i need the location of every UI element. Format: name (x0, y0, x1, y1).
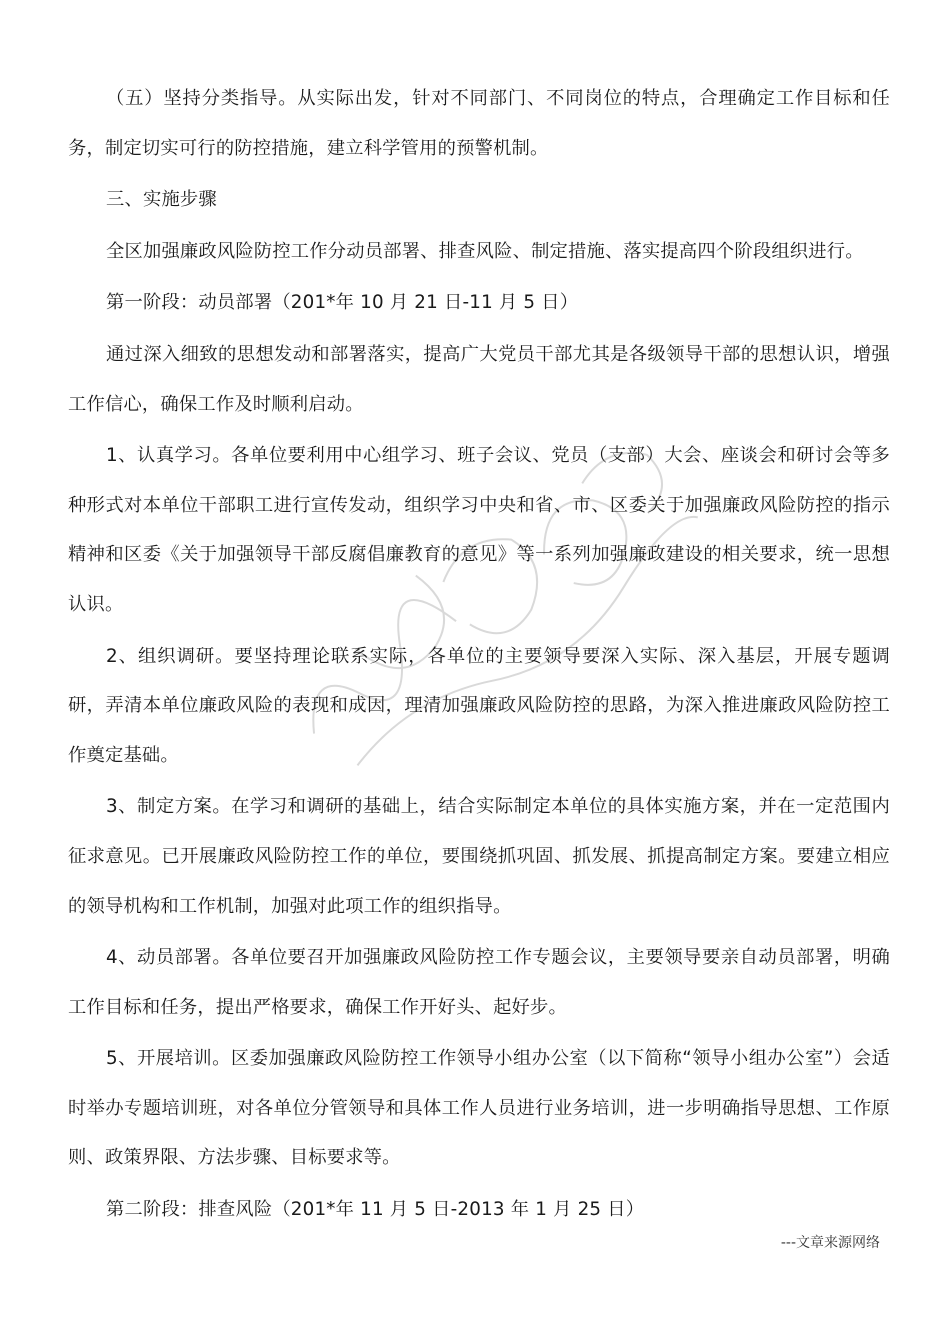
paragraph-principle-five: （五）坚持分类指导。从实际出发，针对不同部门、不同岗位的特点，合理确定工作目标和任务，制定切实可行的防控措施，建立科学管用的预警机制。 (68, 88, 890, 159)
stage-one-heading: 第一阶段：动员部署（201*年 10 月 21 日-11 月 5 日） (106, 292, 579, 314)
source-footer: ---文章来源网络 (780, 1235, 880, 1251)
paragraph-item-study: 1、认真学习。各单位要利用中心组学习、班子会议、党员（支部）大会、座谈会和研讨会等多种形式对本单位干部职工进行宣传发动，组织学习中央和省、市、区委关于加强廉政风险防控的指示精神和区委《关于加强领导干部反腐倡廉教育的意见》等一系列加强廉政建设的相关要求，统一思想认识。 (68, 445, 890, 615)
stage-two-heading: 第二阶段：排查风险（201*年 11 月 5 日-2013 年 1 月 25 日） (106, 1199, 645, 1221)
paragraph-item-training: 5、开展培训。区委加强廉政风险防控工作领导小组办公室（以下简称“领导小组办公室”）会适时举办专题培训班，对各单位分管领导和具体工作人员进行业务培训，进一步明确指导思想、工作原则、政策界限、方法步骤、目标要求等。 (68, 1048, 890, 1169)
paragraph-item-mobilize: 4、动员部署。各单位要召开加强廉政风险防控工作专题会议，主要领导要亲自动员部署，明确工作目标和任务，提出严格要求，确保工作开好头、起好步。 (68, 947, 890, 1018)
paragraph-item-plan: 3、制定方案。在学习和调研的基础上，结合实际制定本单位的具体实施方案，并在一定范围内征求意见。已开展廉政风险防控工作的单位，要围绕抓巩固、抓发展、抓提高制定方案。要建立相应的领导机构和工作机制，加强对此项工作的组织指导。 (68, 796, 890, 917)
document-body (68, 74, 890, 1237)
paragraph-stage-one-intro: 通过深入细致的思想发动和部署落实，提高广大党员干部尤其是各级领导干部的思想认识，增强工作信心，确保工作及时顺利启动。 (68, 343, 890, 415)
paragraph-overview: 全区加强廉政风险防控工作分动员部署、排查风险、制定措施、落实提高四个阶段组织进行。 (106, 240, 864, 262)
section-heading-implementation-steps: 三、实施步骤 (106, 189, 217, 211)
paragraph-item-research: 2、组织调研。要坚持理论联系实际，各单位的主要领导要深入实际、深入基层，开展专题调研，弄清本单位廉政风险的表现和成因，理清加强廉政风险防控的思路，为深入推进廉政风险防控工作奠定基础。 (68, 645, 890, 766)
